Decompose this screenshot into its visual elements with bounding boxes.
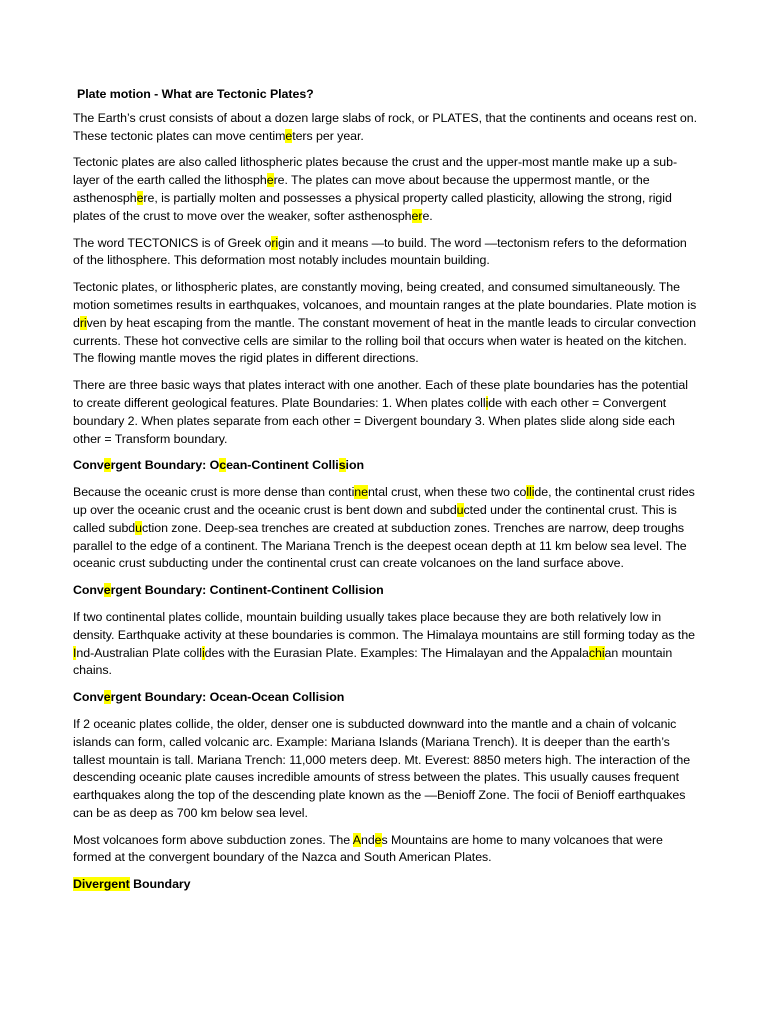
section-heading xyxy=(73,876,698,894)
text-run: e. xyxy=(422,208,433,223)
text-run: Boundary xyxy=(129,877,191,892)
text-run: If two continental plates collide, mountain building usually takes place because they are both relatively low in density. Earthquake activity at these boundaries is common. The Himalaya mountains are still forming today as the xyxy=(73,609,695,642)
highlighted-text: e xyxy=(103,458,111,473)
text-run: de, the continental crust rides up over the oceanic crust and the oceanic crust is bent down and subd xyxy=(73,485,695,517)
paragraph xyxy=(73,377,698,448)
text-run: There are three basic ways that plates interact with one another. Each of these plate boundaries has the potential to create different geological features. Plate Boundaries: 1. When plates coll xyxy=(73,378,688,410)
highlighted-text: I xyxy=(73,645,77,660)
text-run: cted under the continental crust. This is called subd xyxy=(73,502,677,535)
highlighted-text: ri xyxy=(79,315,87,330)
highlighted-text: e xyxy=(285,128,293,143)
text-run: rgent Boundary: Continent-Continent Collision xyxy=(110,583,384,598)
text-run: re. The plates can move about because the uppermost mantle, or the asthenosph xyxy=(73,173,650,205)
text-run: s Mountains are home to many volcanoes that were formed at the convergent boundary of the Nazca and South American Plates. xyxy=(73,832,663,865)
document-title: Plate motion - What are Tectonic Plates? xyxy=(77,87,314,101)
paragraph xyxy=(73,484,698,573)
text-run: ntal crust, when these two co xyxy=(367,485,527,500)
highlighted-text: e xyxy=(374,832,382,847)
text-run: The word TECTONICS is of Greek o xyxy=(73,235,272,250)
text-run: Conv xyxy=(73,690,104,705)
text-run: Conv xyxy=(73,583,104,598)
highlighted-text: e xyxy=(136,190,144,205)
text-run: Conv xyxy=(73,458,104,473)
highlighted-text: lli xyxy=(526,485,535,500)
text-run: Because the oceanic crust is more dense than conti xyxy=(73,485,355,500)
text-run: de with each other = Convergent boundary 2. When plates separate from each other = Divergent boundary 3. When plates slide along side each other = Transform boundary. xyxy=(73,395,675,446)
text-run: ters per year. xyxy=(292,128,364,143)
highlighted-text: ri xyxy=(271,235,279,250)
text-run: nd-Australian Plate coll xyxy=(76,645,202,660)
text-run: des with the Eurasian Plate. Examples: The Himalayan and the Appala xyxy=(204,645,589,660)
text-run: ven by heat escaping from the mantle. The constant movement of heat in the mantle leads to circular convection currents. These hot convective cells are similar to the rolling boil that occurs when water is heated on the kitchen. The flowing mantle moves the rigid plates in different directions. xyxy=(73,315,696,366)
text-run: ction zone. Deep-sea trenches are created at subduction zones. Trenches are narrow, deep troughs parallel to the edge of a continent. The Mariana Trench is the deepest ocean depth at 11 km below sea level. The oceanic crust subducting under the continental crust can create volcanoes on the land surface above. xyxy=(73,520,687,571)
highlighted-text: ne xyxy=(354,485,368,500)
paragraph xyxy=(73,716,698,823)
highlighted-text: e xyxy=(103,690,111,705)
paragraph xyxy=(73,110,698,146)
text-run: an mountain chains. xyxy=(73,645,673,678)
document-body xyxy=(73,86,698,903)
paragraph xyxy=(73,832,698,868)
highlighted-text: chi xyxy=(588,645,605,660)
section-heading xyxy=(73,582,698,600)
text-run: Tectonic plates are also called lithospheric plates because the crust and the upper-most mantle make up a sub-layer of the earth called the lithosph xyxy=(73,155,678,188)
highlighted-text: i xyxy=(485,395,489,410)
text-run: nd xyxy=(360,832,375,847)
text-run: ean-Continent Colli xyxy=(226,458,339,473)
highlighted-text: Divergent xyxy=(73,877,130,892)
highlighted-text: A xyxy=(352,832,361,847)
highlighted-text: i xyxy=(201,645,205,660)
paragraph xyxy=(73,609,698,680)
text-run: The Earth’s crust consists of about a dozen large slabs of rock, or PLATES, that the continents and oceans rest on. These tectonic plates can move centim xyxy=(73,110,697,143)
highlighted-text: e xyxy=(103,583,111,598)
text-run: Tectonic plates, or lithospheric plates, are constantly moving, being created, and consumed simultaneously. The motion sometimes results in earthquakes, volcanoes, and mountain ranges at the plate boundaries. Plate motion is d xyxy=(73,280,697,330)
text-run: Most volcanoes form above subduction zones. The xyxy=(73,832,353,847)
paragraph xyxy=(73,235,698,271)
text-run: If 2 oceanic plates collide, the older, denser one is subducted downward into the mantle and a chain of volcanic islands can form, called volcanic arc. Example: Mariana Islands (Mariana Trench). It is deeper than the earth’s tallest mountain is tall. Mariana Trench: 11,000 meters deep. Mt. Everest: 8850 meters high. The interaction of the descending oceanic plate causes incredible amounts of stress between the plates. This usually causes frequent earthquakes along the top of the descending plate known as the ―Benioff Zone. The focii of Benioff earthquakes can be as deep as 700 km below sea level. xyxy=(73,716,691,820)
text-run: gin and it means ―to build. The word ―tectonism refers to the deformation of the lithosphere. This deformation most notably includes mountain building. xyxy=(73,235,687,268)
text-run: re, is partially molten and possesses a physical property called plasticity, allowing the strong, rigid plates of the crust to move over the weaker, softer asthenosph xyxy=(73,190,672,223)
section-heading xyxy=(73,689,698,707)
highlighted-text: u xyxy=(456,502,464,517)
paragraph xyxy=(73,154,698,225)
highlighted-text: s xyxy=(338,458,346,473)
highlighted-text: u xyxy=(135,520,142,535)
text-run: rgent Boundary: O xyxy=(110,458,220,473)
highlighted-text: e xyxy=(266,173,274,188)
section-heading xyxy=(73,457,698,475)
paragraph xyxy=(73,279,698,368)
text-run: ion xyxy=(345,458,364,473)
text-run: rgent Boundary: Ocean-Ocean Collision xyxy=(110,690,345,705)
highlighted-text: er xyxy=(411,208,423,223)
highlighted-text: c xyxy=(219,458,227,473)
